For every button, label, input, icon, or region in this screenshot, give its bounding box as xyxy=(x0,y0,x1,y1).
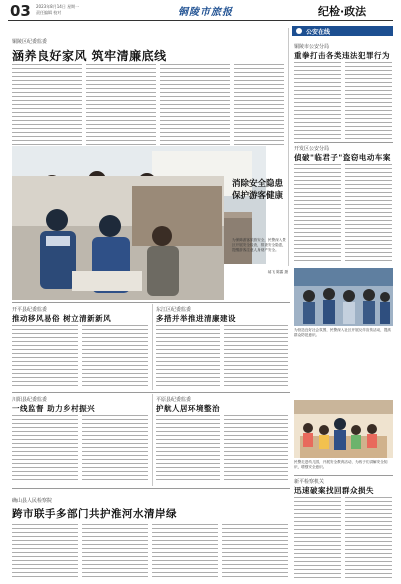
bottom-right-body-col2 xyxy=(345,497,392,579)
bottom-right-kicker: 新平检察机关 xyxy=(294,479,325,485)
footer-body-col3 xyxy=(152,524,218,580)
footer-headline: 跨市联手多部门共护淮河水清岸绿 xyxy=(12,508,177,520)
mid-row-divider xyxy=(12,302,290,303)
footer-kicker: 确山县人民检察院 xyxy=(12,498,53,504)
police-right-2-kicker: 开发区公安分局 xyxy=(294,146,330,152)
police-right-1-body-col1 xyxy=(294,62,341,140)
police-divider xyxy=(294,142,393,143)
masthead xyxy=(0,0,401,22)
bottom-right-headline: 迅速破案找回群众损失 xyxy=(294,486,374,495)
mid-center-headline: 多措并举推进清廉建设 xyxy=(156,314,236,323)
bottom-center-body-col1 xyxy=(156,415,220,483)
kindergarten-illustration xyxy=(294,400,393,458)
bottom-left-body-col1 xyxy=(12,415,78,483)
feature-title-line1: 消除安全隐患 xyxy=(232,179,284,189)
footer-body-col4 xyxy=(222,524,288,580)
mid-left-headline: 推动移风易俗 树立清新新风 xyxy=(12,314,112,323)
feature-title xyxy=(232,178,292,202)
mid-left-body-col2 xyxy=(82,325,148,389)
footer-divider xyxy=(12,488,290,489)
feature-credit: 郝飞 陈露 摄 xyxy=(267,270,288,274)
newspaper-logo: 铜陵市旅报 xyxy=(178,7,233,18)
feature-caption: 为保障游客旅游安全，民警深入景区开展安全检查，排查安全隐患，提醒游客注意人身财产安全。 xyxy=(232,238,286,252)
lower-column-divider xyxy=(152,394,153,486)
lead-headline: 涵养良好家风 筑牢清廉底线 xyxy=(12,49,167,63)
column-divider xyxy=(288,28,289,266)
police-inspection-illustration xyxy=(12,176,224,300)
mid-center-kicker: 东江区纪委监委 xyxy=(156,307,192,313)
page-number: 03 xyxy=(10,2,31,20)
footer-body-col1 xyxy=(12,524,78,580)
lead-kicker: 铜陵区纪委监委 xyxy=(12,39,48,45)
bottom-center-body-col2 xyxy=(224,415,288,483)
bottom-right-body-col1 xyxy=(294,497,341,579)
mid-center-body-col1 xyxy=(156,325,220,389)
right-photo-2 xyxy=(294,400,393,458)
lead-body-col2 xyxy=(86,64,156,146)
feature-title-line2: 保护游客健康 xyxy=(232,191,284,201)
feature-photo xyxy=(12,176,224,300)
police-right-1-headline: 重拳打击各类违法犯罪行为 xyxy=(294,51,390,60)
bottom-left-body-col2 xyxy=(82,415,148,483)
bottom-left-kicker: 川阳县纪委监委 xyxy=(12,397,48,403)
footer-body-col2 xyxy=(82,524,148,580)
right-photo-2-caption: 民警走进幼儿园，开展安全教育活动，为孩子们讲解安全知识，增强安全意识。 xyxy=(294,460,388,469)
masthead-rule xyxy=(8,20,393,21)
bottom-left-headline: 一线监督 助力乡村振兴 xyxy=(12,404,96,413)
lower-row-divider xyxy=(12,392,290,393)
right-photo-1-caption: 为营造良好社会氛围，民警深入社区开展反诈宣传活动，提高群众防范意识。 xyxy=(294,328,392,337)
police-right-1-body-col2 xyxy=(345,62,392,140)
editor-line: 责任编辑 校对 xyxy=(36,10,62,15)
group-crowd-illustration xyxy=(294,268,393,326)
police-right-2-body-col1 xyxy=(294,164,341,264)
police-right-1-kicker: 铜陵市公安分局 xyxy=(294,44,330,50)
mid-left-kicker: 开平县纪委监委 xyxy=(12,307,48,313)
bottom-center-headline: 护航人居环境整治 xyxy=(156,404,220,413)
mid-column-divider xyxy=(152,304,153,390)
lead-body-col1 xyxy=(12,64,82,146)
bottom-right-divider xyxy=(294,475,393,476)
bottom-center-kicker: 平原县纪委监委 xyxy=(156,397,192,403)
section-tag-box xyxy=(292,26,393,36)
police-right-2-headline: 偵破"临君子"盗窃电动车案 xyxy=(294,153,391,162)
lead-body-col4 xyxy=(234,64,284,146)
mid-center-body-col2 xyxy=(224,325,288,389)
date-line: 2023年8月14日 星期一 xyxy=(36,4,80,9)
section-name: 纪检·政法 xyxy=(318,5,367,18)
section-tag-label: 公安在线 xyxy=(306,29,331,36)
right-photo-1 xyxy=(294,268,393,326)
lead-body-col3 xyxy=(160,64,230,146)
police-right-2-body-col2 xyxy=(345,164,392,264)
mid-left-body-col1 xyxy=(12,325,78,389)
police-badge-icon xyxy=(296,28,302,34)
